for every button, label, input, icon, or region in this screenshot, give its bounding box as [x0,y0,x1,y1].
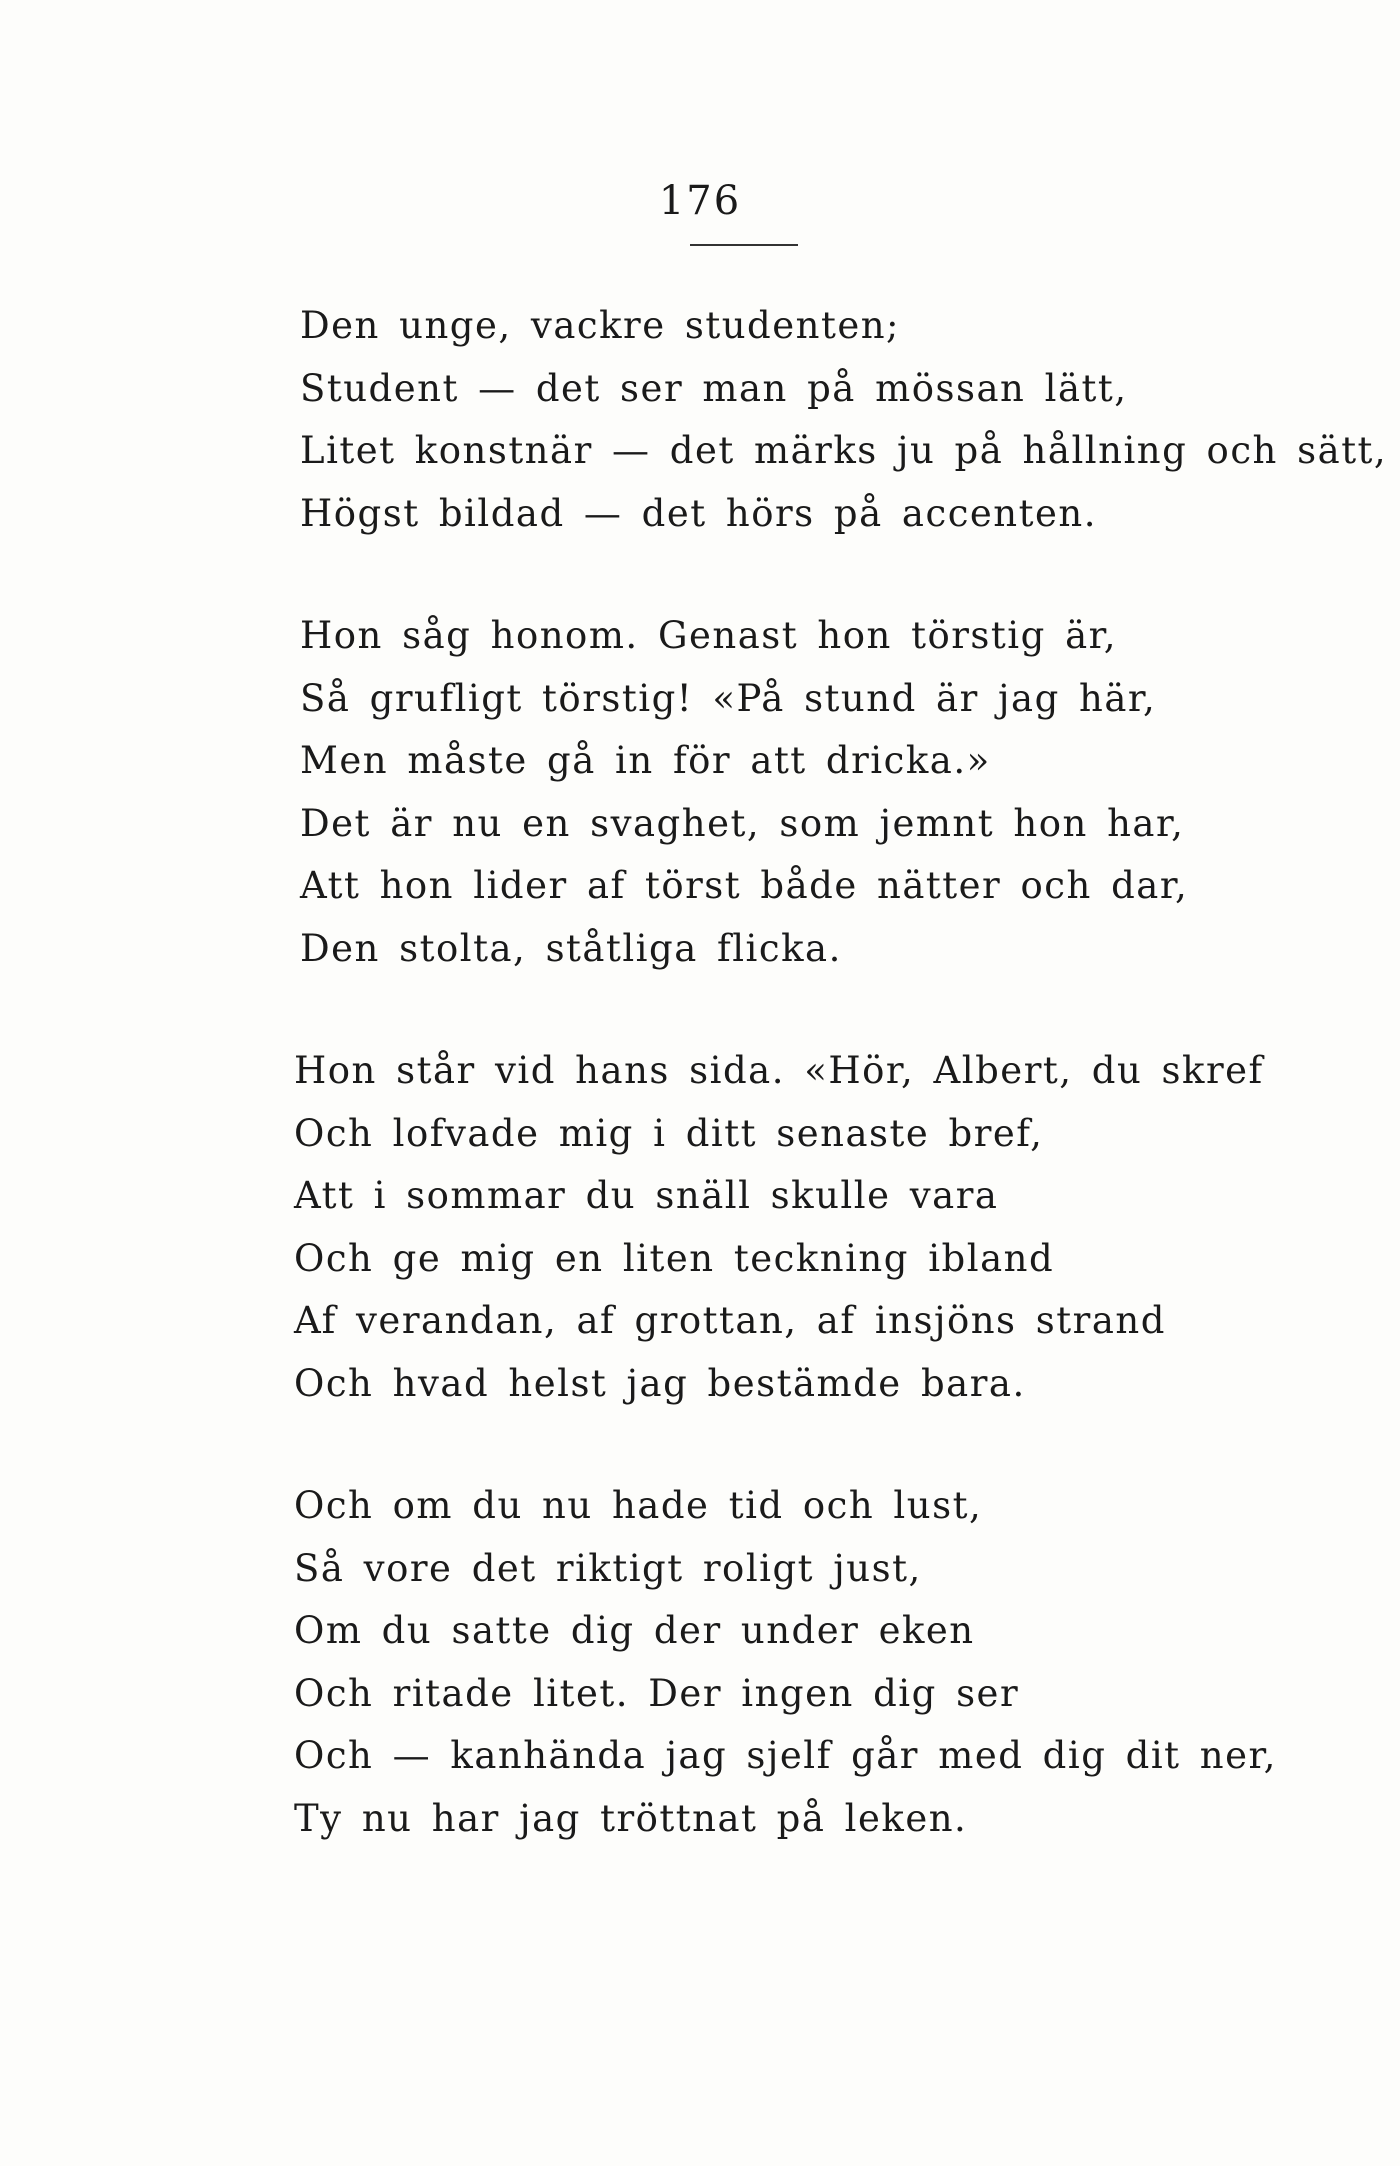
poem-line: Att hon lider af törst både nätter och dar, [300,864,1189,907]
poem-line: Ty nu har jag tröttnat på leken. [294,1796,968,1840]
stanza-2 [300,605,1300,980]
stanza-3 [294,1040,1300,1415]
poem [294,295,1388,1910]
poem-line: Och om du nu hade tid och lust, [294,1484,983,1527]
poem-line: Och ritade litet. Der ingen dig ser [294,1671,1020,1715]
poem-line: Så grufligt törstig! «På stund är jag här, [300,676,1157,720]
poem-line: Hon står vid hans sida. «Hör, Albert, du skref [294,1049,1264,1092]
poem-line: Om du satte dig der under eken [294,1609,975,1652]
stanza-4 [294,1475,1300,1850]
poem-line: Och hvad helst jag bestämde bara. [294,1361,1026,1405]
poem-line: Och — kanhända jag sjelf går med dig dit ner, [294,1734,1277,1777]
poem-line: Hon såg honom. Genast hon törstig är, [300,614,1118,657]
poem-line: Den unge, vackre studenten; [300,304,901,347]
header-rule [690,244,798,246]
poem-line: Högst bildad — det hörs på accenten. [300,491,1097,535]
poem-line: Men måste gå in för att dricka.» [300,739,991,782]
poem-line: Student — det ser man på mössan lätt, [300,366,1128,410]
poem-line: Det är nu en svaghet, som jemnt hon har, [300,801,1185,845]
stanza-1 [300,295,1388,545]
poem-line: Och lofvade mig i ditt senaste bref, [294,1111,1044,1155]
poem-line: Så vore det riktigt roligt just, [294,1546,922,1590]
poem-line: Den stolta, ståtliga flicka. [300,926,842,970]
poem-line: Af verandan, af grottan, af insjöns strand [294,1299,1166,1342]
poem-line: Litet konstnär — det märks ju på hållning och sätt, [300,429,1388,472]
poem-line: Och ge mig en liten teckning ibland [294,1236,1055,1280]
poem-line: Att i sommar du snäll skulle vara [294,1174,999,1217]
page-number: 176 [658,178,742,224]
